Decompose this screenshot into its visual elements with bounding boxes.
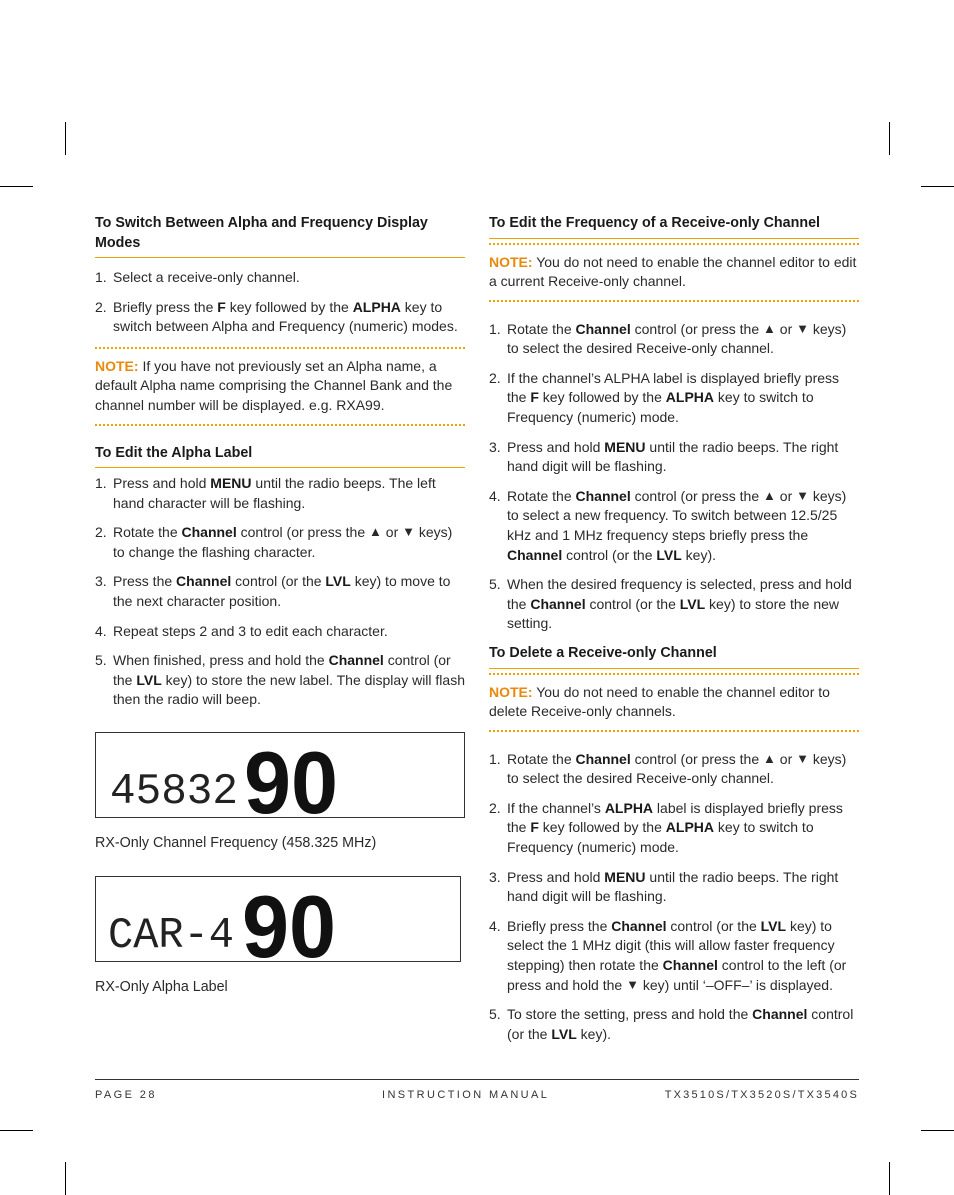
note-text: If you have not previously set an Alpha name, a default Alpha name comprising the Channel Bank and the channel number will be displayed. e.g. RXA99. (95, 357, 453, 413)
manual-title: INSTRUCTION MANUAL (382, 1089, 550, 1101)
note (489, 675, 859, 730)
note (489, 245, 859, 300)
step-number: 3. (489, 868, 501, 885)
crop-mark (0, 1130, 33, 1131)
key-name: ALPHA (352, 298, 401, 315)
note-text: You do not need to enable the channel editor to edit a current Receive-only channel. (489, 253, 857, 290)
step-text: To store the setting, press and hold the (507, 1006, 753, 1023)
up-arrow-icon: ▲ (763, 487, 776, 503)
note-label: NOTE: (489, 253, 533, 270)
step-item (489, 487, 859, 565)
down-arrow-icon: ▼ (796, 320, 809, 336)
step-text: control (or the (585, 595, 680, 612)
key-name: ALPHA (665, 819, 715, 836)
step-text: control (or the (562, 546, 657, 563)
step-text: Rotate the (507, 320, 576, 337)
step-text: Press and hold (507, 868, 605, 885)
step-text: keys) to change the flashing character. (113, 524, 453, 560)
key-name: MENU (604, 438, 646, 455)
crop-mark (889, 1162, 890, 1195)
key-name: Channel (575, 320, 631, 337)
step-number: 5. (95, 652, 107, 669)
step-list (95, 268, 465, 337)
left-column (95, 214, 465, 997)
key-name: F (530, 389, 539, 406)
crop-mark (65, 1162, 66, 1195)
key-name: F (530, 819, 539, 836)
step-item (95, 622, 465, 642)
step-text: Briefly press the (507, 917, 612, 934)
step-number: 1. (489, 320, 501, 337)
step-text: key). (576, 1025, 611, 1042)
step-number: 5. (489, 1006, 501, 1023)
step-text: When the desired frequency is selected, press and hold the (507, 576, 852, 612)
step-text: key) to move to the next character position. (113, 573, 451, 610)
crop-mark (921, 186, 954, 187)
crop-mark (921, 1130, 954, 1131)
key-name: ALPHA (604, 799, 654, 816)
step-text: key to switch to Frequency (numeric) mode. (507, 819, 814, 856)
step-number: 1. (489, 750, 501, 767)
note-label: NOTE: (95, 357, 139, 374)
step-text: key) to store the new setting. (507, 595, 839, 632)
step-list (489, 320, 859, 634)
up-arrow-icon: ▲ (369, 524, 382, 540)
right-column (489, 214, 859, 1054)
step-list (95, 474, 465, 710)
step-text: control (or the (507, 1006, 854, 1042)
step-text: or (775, 320, 797, 337)
crop-mark (65, 122, 66, 155)
step-text: If the channel’s (507, 799, 605, 816)
step-item (95, 298, 465, 337)
step-text: Press and hold (113, 475, 211, 492)
step-number: 4. (95, 622, 107, 639)
step-text: Press the (113, 573, 177, 590)
down-arrow-icon: ▼ (796, 750, 809, 766)
key-name: LVL (551, 1025, 577, 1042)
step-text: key to switch to Frequency (numeric) mode. (507, 389, 814, 426)
step-text: control (or the (666, 917, 761, 934)
model-numbers: TX3510S/TX3520S/TX3540S (664, 1089, 859, 1101)
step-text: control to the left (or press and hold the (507, 957, 847, 993)
key-name: LVL (656, 546, 682, 563)
step-text: Select a receive-only channel. (113, 269, 300, 285)
note (95, 349, 465, 424)
lcd-large-text: 90 (242, 876, 336, 961)
step-text: until the radio beeps. The right hand digit will be flashing. (507, 868, 839, 905)
step-text: or (775, 487, 797, 504)
step-text: key to switch between Alpha and Frequency (numeric) modes. (113, 298, 458, 335)
key-name: Channel (575, 487, 631, 504)
key-name: Channel (507, 546, 563, 563)
step-number: 4. (489, 487, 501, 504)
step-text: control (or press the (630, 750, 764, 767)
step-text: key) to select the 1 MHz digit (this will allow faster frequency stepping) then rotate the (507, 917, 835, 974)
key-name: Channel (181, 524, 237, 541)
figure-caption: RX-Only Alpha Label (95, 978, 228, 995)
step-text: keys) to select a new frequency. To switch between 12.5/25 kHz and 1 MHz frequency steps briefly press the (507, 487, 847, 544)
step-text: If the channel’s ALPHA label is displayed briefly press the (507, 369, 840, 406)
step-item (489, 438, 859, 477)
section-heading: To Edit the Alpha Label (95, 444, 465, 469)
section-heading: To Switch Between Alpha and Frequency Display Modes (95, 214, 465, 258)
lcd-alpha-image (96, 877, 460, 961)
lcd-display-alpha (95, 876, 461, 962)
step-item (489, 917, 859, 995)
lcd-small-text: CAR-4 (108, 910, 234, 961)
step-number: 1. (95, 269, 107, 285)
key-name: Channel (575, 750, 631, 767)
step-text: until the radio beeps. The left hand character will be flashing. (113, 475, 436, 511)
page-number: PAGE 28 (95, 1089, 157, 1101)
note-divider (95, 424, 465, 426)
lcd-display-frequency (95, 732, 465, 818)
step-item (95, 523, 465, 562)
step-text: control (or press the (236, 524, 370, 541)
lcd-frequency-image (96, 733, 466, 817)
step-text: until the radio beeps. The right hand digit will be flashing. (507, 438, 839, 475)
step-text: control (or press the (630, 487, 764, 504)
up-arrow-icon: ▲ (763, 750, 776, 766)
note-divider (489, 300, 859, 302)
step-number: 5. (489, 576, 501, 593)
step-number: 4. (489, 917, 501, 934)
crop-mark (889, 122, 890, 155)
key-name: Channel (530, 595, 586, 612)
key-name: LVL (760, 917, 787, 934)
step-text: key) until ‘–OFF–’ is displayed. (638, 976, 833, 993)
lcd-small-text: 45832 (110, 767, 238, 817)
step-text: Repeat steps 2 and 3 to edit each character. (113, 622, 388, 639)
step-item (95, 572, 465, 611)
step-item (489, 799, 859, 858)
step-text: or (775, 750, 797, 767)
step-number: 2. (489, 799, 501, 816)
step-number: 2. (95, 524, 107, 541)
step-text: control (or the (113, 652, 451, 688)
key-name: Channel (176, 573, 232, 590)
step-text: Rotate the (507, 487, 576, 504)
step-item (95, 651, 465, 710)
down-arrow-icon: ▼ (626, 976, 639, 992)
step-item (489, 1005, 859, 1044)
key-name: LVL (325, 573, 351, 590)
step-text: key followed by the (538, 389, 666, 406)
key-name: Channel (752, 1006, 808, 1023)
key-name: Channel (328, 652, 384, 669)
step-number: 1. (95, 475, 107, 492)
note-label: NOTE: (489, 683, 533, 700)
step-number: 3. (95, 573, 107, 590)
step-item (95, 474, 465, 513)
step-text: When finished, press and hold the (113, 652, 329, 669)
key-name: MENU (604, 868, 646, 885)
step-text: key) to store the new label. The display will flash then the radio will beep. (113, 671, 465, 708)
step-item (489, 575, 859, 634)
step-number: 3. (489, 438, 501, 455)
step-text: keys) to select the desired Receive-only channel. (507, 750, 847, 787)
step-item (489, 868, 859, 907)
step-list (489, 750, 859, 1045)
step-item (489, 750, 859, 789)
note-divider (489, 730, 859, 732)
down-arrow-icon: ▼ (796, 487, 809, 503)
key-name: Channel (662, 957, 718, 974)
section-heading: To Edit the Frequency of a Receive-only Channel (489, 214, 859, 239)
step-text: key followed by the (538, 819, 666, 836)
step-number: 2. (489, 369, 501, 386)
step-item (95, 268, 465, 288)
page-footer (95, 1079, 859, 1101)
down-arrow-icon: ▼ (402, 524, 415, 540)
step-text: key followed by the (225, 298, 353, 315)
note-text: You do not need to enable the channel editor to delete Receive-only channels. (489, 683, 830, 720)
step-text: key). (681, 546, 717, 563)
step-text: or (381, 524, 403, 541)
step-text: Press and hold (507, 438, 605, 455)
key-name: MENU (210, 475, 252, 492)
step-item (489, 369, 859, 428)
up-arrow-icon: ▲ (763, 320, 776, 336)
section-heading: To Delete a Receive-only Channel (489, 644, 859, 669)
step-number: 2. (95, 298, 107, 315)
step-text: keys) to select the desired Receive-only channel. (507, 320, 847, 357)
step-text: Briefly press the (113, 298, 218, 315)
step-text: control (or press the (630, 320, 764, 337)
crop-mark (0, 186, 33, 187)
key-name: ALPHA (665, 389, 715, 406)
step-text: Rotate the (113, 524, 182, 541)
figure-caption: RX-Only Channel Frequency (458.325 MHz) (95, 835, 377, 851)
key-name: LVL (679, 595, 706, 612)
key-name: F (217, 298, 226, 315)
step-item (489, 320, 859, 359)
key-name: Channel (611, 917, 667, 934)
step-text: label is displayed briefly press the (507, 799, 843, 836)
step-text: Rotate the (507, 750, 576, 767)
key-name: LVL (136, 671, 162, 688)
step-text: control (or the (231, 573, 326, 590)
lcd-large-text: 90 (244, 733, 338, 817)
